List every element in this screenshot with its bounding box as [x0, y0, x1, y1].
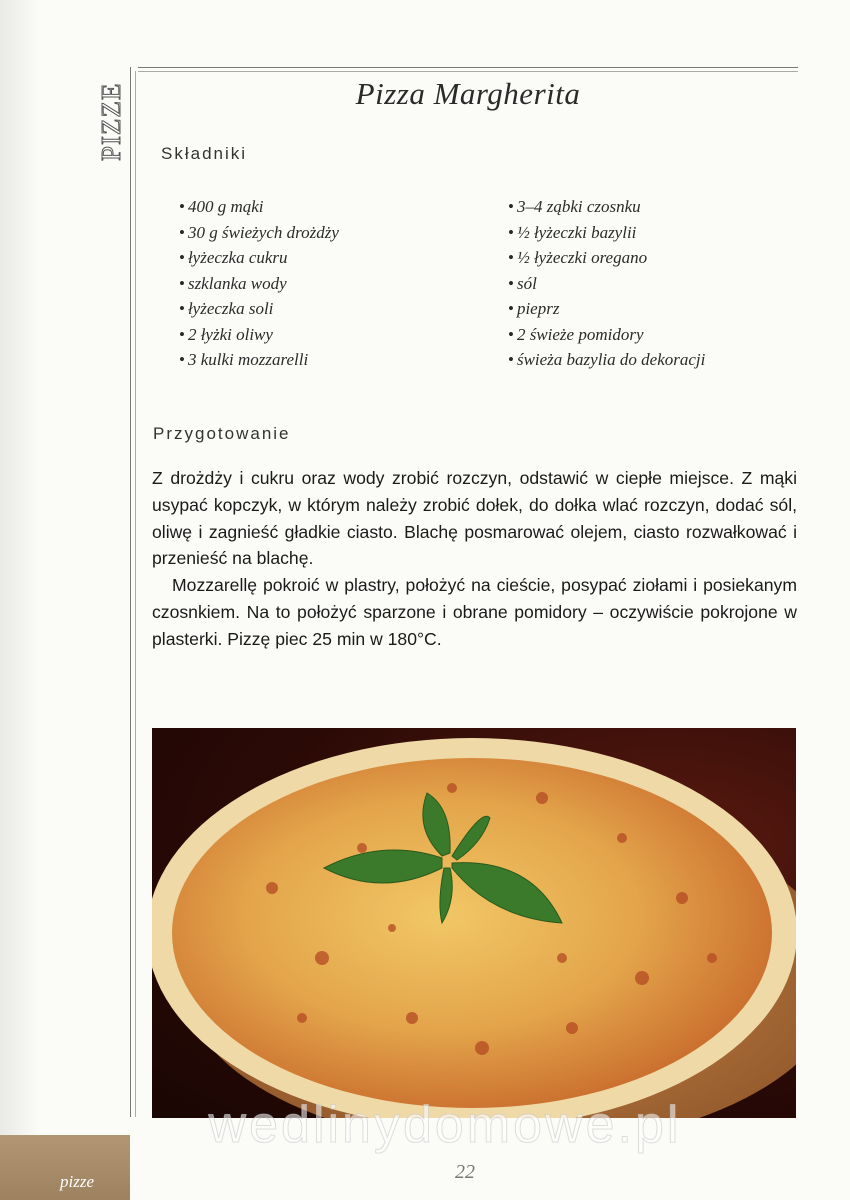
ingredient-item: • 2 łyżki oliwy — [179, 322, 339, 348]
chapter-side-label: PIZZE — [96, 82, 126, 162]
ingredient-item: • pieprz — [508, 296, 705, 322]
frame-rule-top-inner — [138, 71, 798, 72]
page-binding-shadow — [0, 0, 40, 1200]
ingredient-item: • 3–4 ząbki czosnku — [508, 194, 705, 220]
ingredients-list-left — [179, 194, 339, 373]
frame-rule-top — [138, 67, 798, 68]
ingredient-item: • szklanka wody — [179, 271, 339, 297]
recipe-title: Pizza Margherita — [355, 76, 581, 111]
footer-section-label: pizze — [60, 1172, 94, 1191]
frame-rule-left — [130, 67, 131, 1117]
ingredient-item: • sól — [508, 271, 705, 297]
frame-rule-left-inner — [135, 71, 136, 1117]
ingredients-heading: Składniki — [161, 144, 248, 163]
preparation-paragraph: Mozzarellę pokroić w plastry, położyć na cieście, posypać ziołami i posiekanym czosnkiem. Na to położyć sparzone i obrane pomidory – oczywiście pokrojone w plasterki. Pizzę piec 25 min w 180°C. — [152, 575, 797, 649]
preparation-text — [152, 465, 797, 653]
watermark-text: wedlinydomowe.pl — [208, 1096, 682, 1154]
ingredient-item: • świeża bazylia do dekoracji — [508, 347, 705, 373]
ingredient-item: • 3 kulki mozzarelli — [179, 347, 339, 373]
ingredient-item: • 2 świeże pomidory — [508, 322, 705, 348]
ingredient-item: • łyżeczka cukru — [179, 245, 339, 271]
ingredient-item: • ½ łyżeczki bazylii — [508, 220, 705, 246]
ingredient-item: • ½ łyżeczki oregano — [508, 245, 705, 271]
page-number: 22 — [455, 1161, 475, 1183]
ingredient-item: • 30 g świeżych drożdży — [179, 220, 339, 246]
ingredients-list-right — [508, 194, 705, 373]
preparation-heading: Przygotowanie — [153, 424, 291, 443]
ingredient-item: • 400 g mąki — [179, 194, 339, 220]
ingredient-item: • łyżeczka soli — [179, 296, 339, 322]
pizza-margherita-photo-icon — [152, 728, 796, 1118]
preparation-paragraph: Z drożdży i cukru oraz wody zrobić rozczyn, odstawić w ciepłe miejsce. Z mąki usypać kopczyk, w którym należy zrobić dołek, do dołka wlać rozczyn, dodać sól, oliwę i zagnieść gładkie ciasto. Blachę posmarować olejem, ciasto rozwałkować i przenieść na blachę. — [152, 468, 797, 569]
pizza-photo — [152, 728, 796, 1118]
